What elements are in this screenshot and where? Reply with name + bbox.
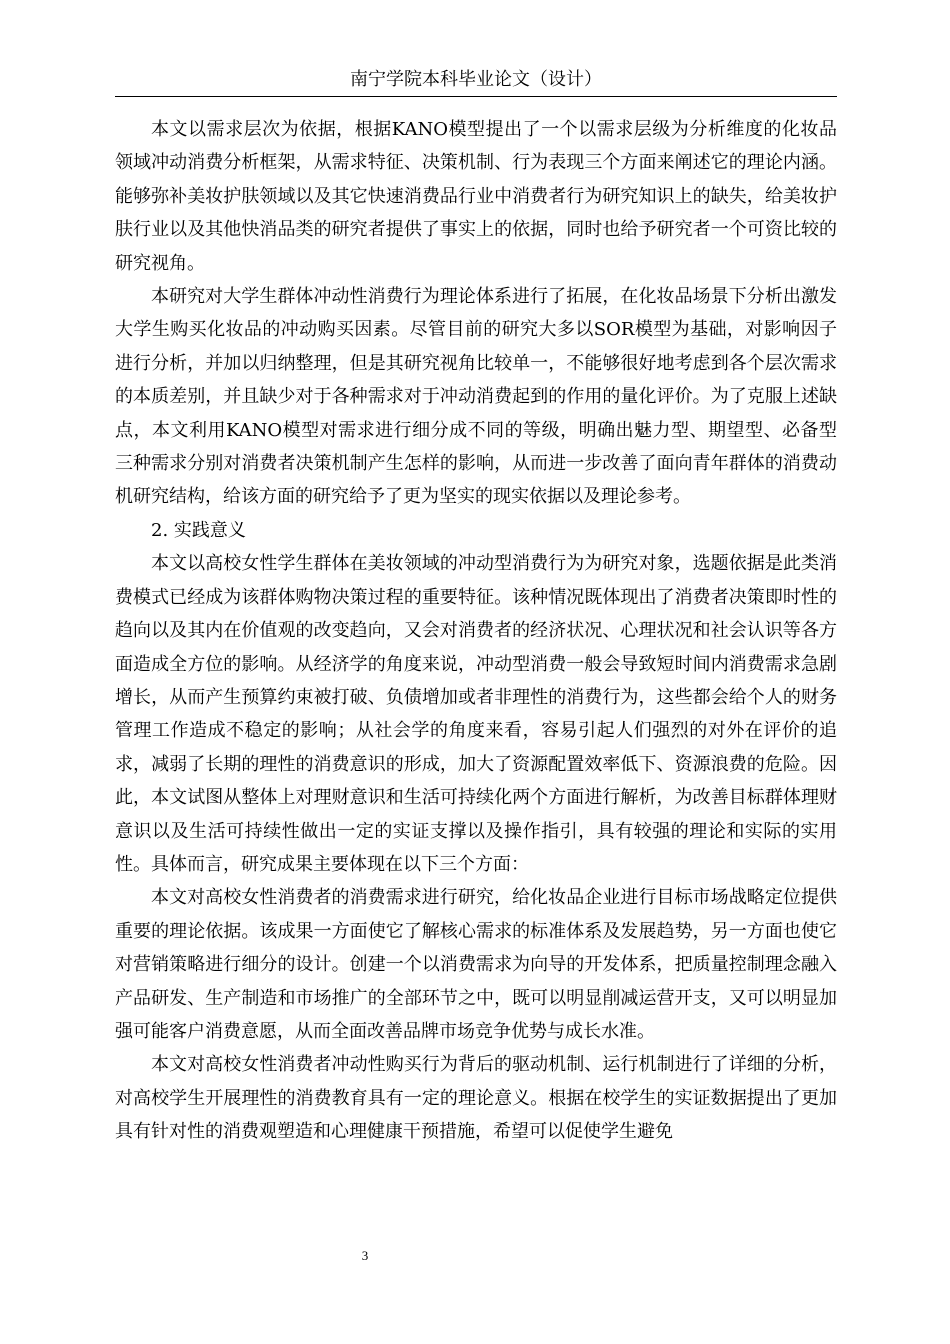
paragraph-practice-1: 本文以高校女性学生群体在美妆领域的冲动型消费行为为研究对象，选题依据是此类消费模式已经成为该群体购物决策过程的重要特征。该种情况既体现出了消费者决策即时性的趋向以及其内在价值观的改变趋向，又会对消费者的经济状况、心理状况和社会认识等各方面造成全方位的影响。从经济学的角度来说，冲动型消费一般会导致短时间内消费需求急剧增长，从而产生预算约束被打破、负债增加或者非理性的消费行为，这些都会给个人的财务管理工作造成不稳定的影响；从社会学的角度来看，容易引起人们强烈的对外在评价的追求，减弱了长期的理性的消费意识的形成，加大了资源配置效率低下、资源浪费的危险。因此，本文试图从整体上对理财意识和生活可持续化两个方面进行解析，为改善目标群体理财意识以及生活可持续性做出一定的实证支撑以及操作指引，具有较强的理论和实际的实用性。具体而言，研究成果主要体现在以下三个方面： xyxy=(115,553,837,875)
paragraph-theory-2: 本研究对大学生群体冲动性消费行为理论体系进行了拓展，在化妆品场景下分析出激发大学生购买化妆品的冲动购买因素。尽管目前的研究大多以SOR模型为基础，对影响因子进行分析，并加以归纳整理，但是其研究视角比较单一，不能够很好地考虑到各个层次需求的本质差别，并且缺少对于各种需求对于冲动消费起到的作用的量化评价。为了克服上述缺点，本文利用KANO模型对需求进行细分成不同的等级，明确出魅力型、期望型、必备型三种需求分别对消费者决策机制产生怎样的影响，从而进一步改善了面向青年群体的消费动机研究结构，给该方面的研究给予了更为坚实的现实依据以及理论参考。 xyxy=(115,286,837,508)
header-rule xyxy=(115,96,837,97)
paragraph-practice-3: 本文对高校女性消费者冲动性购买行为背后的驱动机制、运行机制进行了详细的分析，对高校学生开展理性的消费教育具有一定的理论意义。根据在校学生的实证数据提出了更加具有针对性的消费观塑造和心理健康干预措施，希望可以促使学生避免 xyxy=(115,1054,837,1143)
paragraph-theory-1: 本文以需求层次为依据，根据KANO模型提出了一个以需求层级为分析维度的化妆品领域冲动消费分析框架，从需求特征、决策机制、行为表现三个方面来阐述它的理论内涵。能够弥补美妆护肤领域以及其它快速消费品行业中消费者行为研究知识上的缺失，给美妆护肤行业以及其他快消品类的研究者提供了事实上的依据，同时也给予研究者一个可资比较的研究视角。 xyxy=(115,119,837,274)
running-header: 南宁学院本科毕业论文（设计） xyxy=(350,69,602,90)
section-heading-practical-significance: 2. 实践意义 xyxy=(151,519,246,541)
body-text xyxy=(115,113,837,1149)
paragraph-practice-2: 本文对高校女性消费者的消费需求进行研究，给化妆品企业进行目标市场战略定位提供重要的理论依据。该成果一方面使它了解核心需求的标准体系及发展趋势，另一方面也使它对营销策略进行细分的设计。创建一个以消费需求为向导的开发体系，把质量控制理念融入产品研发、生产制造和市场推广的全部环节之中，既可以明显削减运营开支，又可以明显加强可能客户消费意愿，从而全面改善品牌市场竞争优势与成长水准。 xyxy=(115,887,837,1042)
page-number: 3 xyxy=(361,1248,369,1263)
